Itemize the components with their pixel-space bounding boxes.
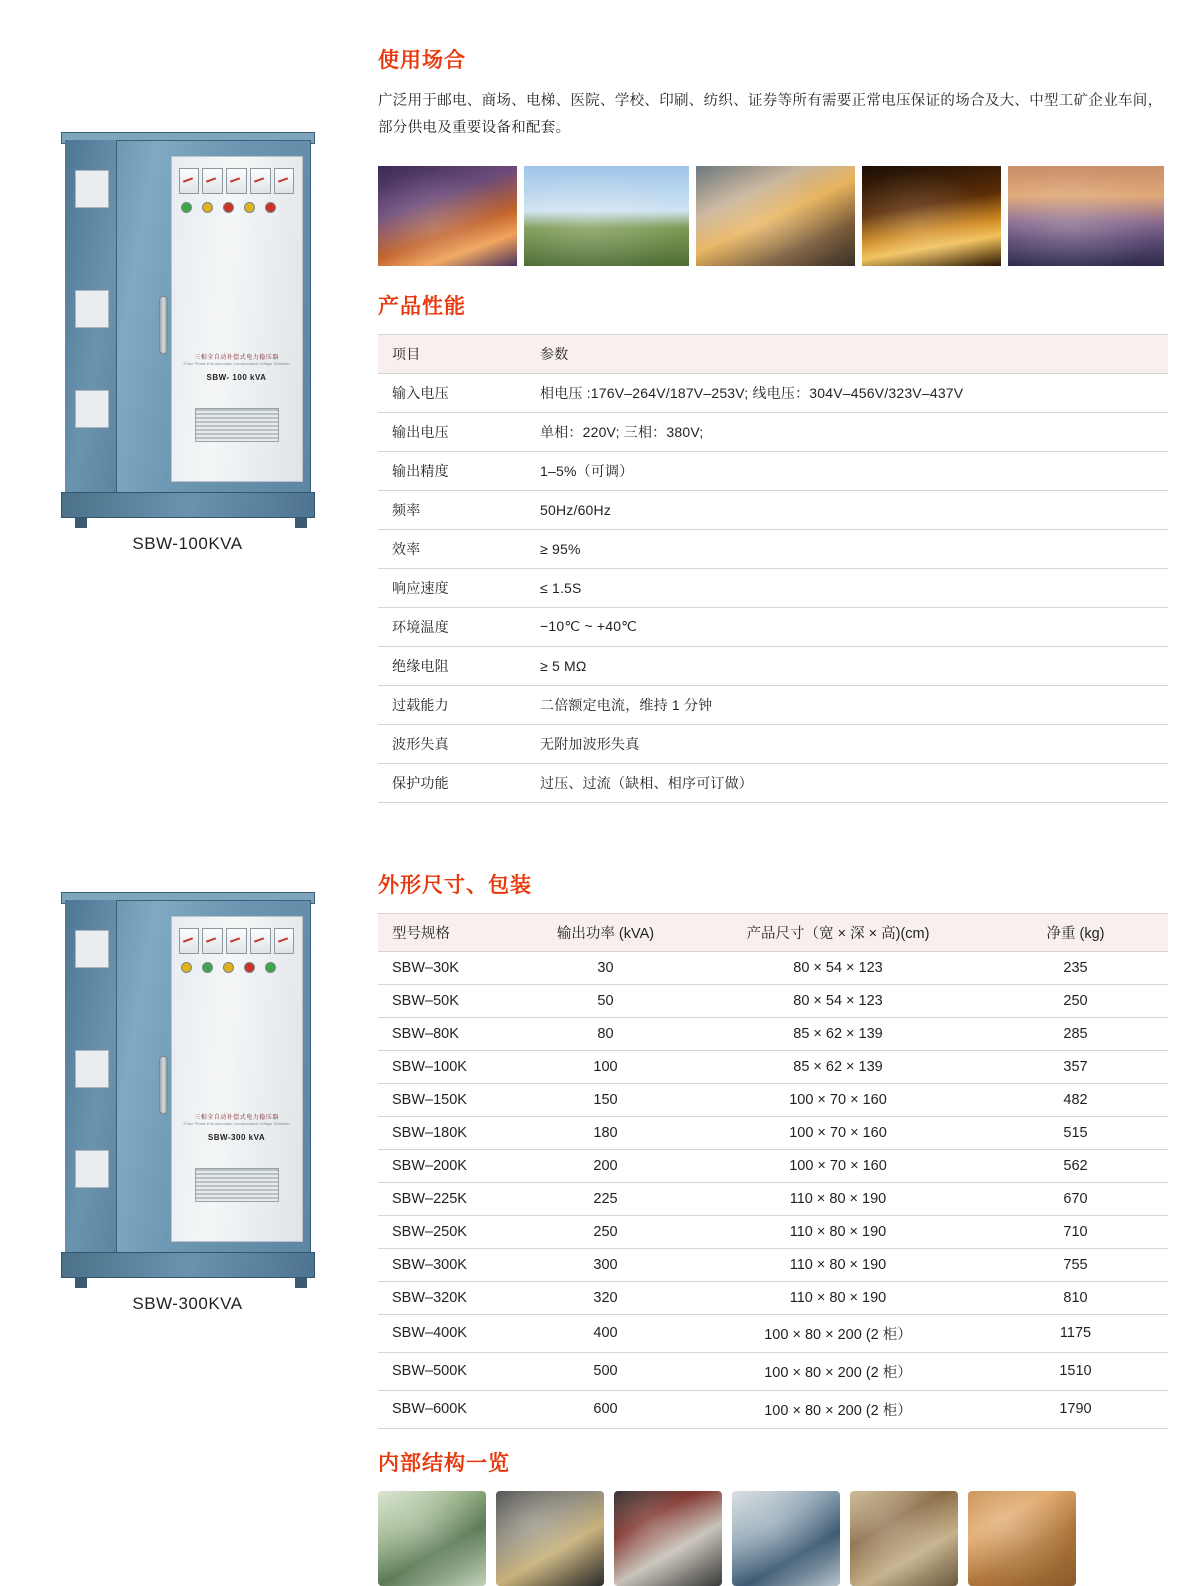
cell-size: 100 × 70 × 160 [693,1116,983,1149]
cell-item: 输出精度 [378,451,526,490]
photo-foundry [696,166,855,266]
nameplate-title-cn: 三相全自动补偿式电力稳压器 [194,1115,279,1121]
cell-param: ≥ 95% [526,529,1168,568]
cell-weight: 755 [983,1248,1168,1281]
product-figure-300kva [0,900,375,1314]
cell-size: 80 × 54 × 123 [693,984,983,1017]
cell-item: 频率 [378,490,526,529]
table-row [378,1083,1168,1116]
photo-coil-assembly [732,1491,840,1586]
cell-model: SBW–150K [378,1083,518,1116]
cabinet-foot [295,518,307,528]
lamp-green-icon [202,962,213,973]
side-label-3 [75,1150,109,1188]
photo-control-board [378,1491,486,1586]
panel-meter-icon [250,928,271,954]
nameplate-model: SBW- 100 kVA [206,373,267,382]
cell-size: 100 × 80 × 200 (2 柜） [693,1314,983,1352]
table-row [378,412,1168,451]
col-header-param: 参数 [526,334,1168,373]
cell-power: 250 [518,1215,693,1248]
lamp-yellow-icon [223,962,234,973]
cell-model: SBW–500K [378,1352,518,1390]
cabinet-illustration-300kva [59,900,317,1280]
door-handle [159,296,168,354]
side-label-1 [75,930,109,968]
cabinet-illustration-100kva [59,140,317,520]
table-row [378,1215,1168,1248]
lamp-yellow-icon [244,202,255,213]
cell-power: 100 [518,1050,693,1083]
col-header-size: 产品尺寸（宽 × 深 × 高)(cm) [693,913,983,951]
photo-busbar [496,1491,604,1586]
cell-size: 100 × 70 × 160 [693,1083,983,1116]
section-title-performance: 产品性能 [378,294,466,318]
cell-weight: 710 [983,1215,1168,1248]
product-image-column [0,0,375,1529]
cell-size: 85 × 62 × 139 [693,1017,983,1050]
cell-power: 225 [518,1182,693,1215]
panel-meter-icon [179,168,200,194]
usage-photo-strip [378,166,1168,266]
cell-weight: 235 [983,951,1168,984]
cell-size: 80 × 54 × 123 [693,951,983,984]
nameplate-title-cn: 三相全自动补偿式电力稳压器 [194,355,279,361]
table-row [378,490,1168,529]
panel-meter-icon [202,168,223,194]
photo-contactor [614,1491,722,1586]
cell-weight: 357 [983,1050,1168,1083]
cell-param: 1–5%（可调） [526,451,1168,490]
cell-size: 110 × 80 × 190 [693,1215,983,1248]
photo-transformer-winding [850,1491,958,1586]
cell-model: SBW–225K [378,1182,518,1215]
cell-power: 150 [518,1083,693,1116]
lamp-red-icon [265,202,276,213]
cell-model: SBW–600K [378,1390,518,1428]
nameplate-title-en: Three Phase Full-automatic Compensated Voltage Stabilizer [182,1121,291,1126]
cell-power: 80 [518,1017,693,1050]
table-row [378,724,1168,763]
internal-photo-strip [378,1491,1168,1586]
table-row [378,568,1168,607]
cell-item: 绝缘电阻 [378,646,526,685]
lamp-green-icon [181,202,192,213]
cell-weight: 1510 [983,1352,1168,1390]
cell-size: 110 × 80 × 190 [693,1182,983,1215]
panel-meter-icon [179,928,200,954]
nameplate-title-en: Three Phase Full-automatic Compensated Voltage Stabilizer [182,361,291,366]
side-label-2 [75,290,109,328]
cell-model: SBW–80K [378,1017,518,1050]
table-row [378,607,1168,646]
table-row [378,1050,1168,1083]
cell-param: ≤ 1.5S [526,568,1168,607]
nameplate-model: SBW-300 kVA [207,1133,266,1142]
lamp-yellow-icon [202,202,213,213]
cell-power: 500 [518,1352,693,1390]
cell-item: 输出电压 [378,412,526,451]
ventilation-grille [195,408,279,442]
table-row [378,1248,1168,1281]
table-row [378,1182,1168,1215]
cell-model: SBW–30K [378,951,518,984]
panel-meter-icon [274,928,295,954]
cell-model: SBW–300K [378,1248,518,1281]
section-title-internal: 内部结构一览 [378,1451,510,1475]
panel-meter-icon [226,168,247,194]
table-row [378,373,1168,412]
cell-power: 400 [518,1314,693,1352]
cell-item: 环境温度 [378,607,526,646]
cell-power: 30 [518,951,693,984]
section-title-usage: 使用场合 [378,49,466,72]
cabinet-foot [295,1278,307,1288]
cell-model: SBW–180K [378,1116,518,1149]
cell-param: 二倍额定电流，维持 1 分钟 [526,685,1168,724]
cell-weight: 250 [983,984,1168,1017]
cell-weight: 1175 [983,1314,1168,1352]
cell-model: SBW–50K [378,984,518,1017]
cell-size: 100 × 80 × 200 (2 柜） [693,1352,983,1390]
cabinet-base [61,492,315,518]
nameplate [183,352,291,382]
panel-meter-icon [250,168,271,194]
cell-size: 110 × 80 × 190 [693,1248,983,1281]
cell-power: 300 [518,1248,693,1281]
cell-param: 50Hz/60Hz [526,490,1168,529]
meter-row [179,168,295,194]
product-caption: SBW-100KVA [132,534,243,553]
table-row [378,451,1168,490]
col-header-power: 输出功率 (kVA) [518,913,693,951]
cabinet-base [61,1252,315,1278]
col-header-item: 项目 [378,334,526,373]
cell-size: 100 × 80 × 200 (2 柜） [693,1390,983,1428]
table-row [378,951,1168,984]
cell-param: 单相：220V; 三相：380V; [526,412,1168,451]
cell-param: ≥ 5 MΩ [526,646,1168,685]
cell-power: 600 [518,1390,693,1428]
cell-item: 效率 [378,529,526,568]
cell-size: 100 × 70 × 160 [693,1149,983,1182]
table-row [378,984,1168,1017]
dimensions-table [378,913,1168,1429]
product-caption: SBW-300KVA [132,1294,243,1313]
side-label-1 [75,170,109,208]
indicator-lamp-row [181,202,293,213]
cell-power: 50 [518,984,693,1017]
cell-weight: 285 [983,1017,1168,1050]
section-title-dimensions: 外形尺寸、包装 [378,873,532,897]
performance-table [378,334,1168,803]
cell-param: 无附加波形失真 [526,724,1168,763]
cell-item: 波形失真 [378,724,526,763]
cell-model: SBW–250K [378,1215,518,1248]
cell-item: 响应速度 [378,568,526,607]
table-row [378,685,1168,724]
side-label-2 [75,1050,109,1088]
cell-param: 过压、过流（缺相、相序可订做） [526,763,1168,802]
cell-model: SBW–320K [378,1281,518,1314]
cell-param: −10℃ ~ +40℃ [526,607,1168,646]
side-label-3 [75,390,109,428]
cell-weight: 515 [983,1116,1168,1149]
col-header-model: 型号规格 [378,913,518,951]
cell-item: 过载能力 [378,685,526,724]
table-row [378,1017,1168,1050]
ventilation-grille [195,1168,279,1202]
cell-size: 85 × 62 × 139 [693,1050,983,1083]
col-header-weight: 净重 (kg) [983,913,1168,951]
lamp-red-icon [244,962,255,973]
meter-row [179,928,295,954]
cell-weight: 810 [983,1281,1168,1314]
table-row [378,1116,1168,1149]
usage-description: 广泛用于邮电、商场、电梯、医院、学校、印刷、纺织、证券等所有需要正常电压保证的场合及大、中型工矿企业车间，部分供电及重要设备和配套。 [378,93,1163,136]
table-row [378,763,1168,802]
nameplate [183,1112,291,1142]
product-figure-100kva [0,140,375,554]
door-handle [159,1056,168,1114]
cell-item: 保护功能 [378,763,526,802]
lamp-yellow-icon [181,962,192,973]
panel-meter-icon [274,168,295,194]
lamp-green-icon [265,962,276,973]
indicator-lamp-row [181,962,293,973]
cell-weight: 482 [983,1083,1168,1116]
table-header-row [378,913,1168,951]
cell-power: 200 [518,1149,693,1182]
cabinet-foot [75,518,87,528]
cell-power: 320 [518,1281,693,1314]
lamp-red-icon [223,202,234,213]
cell-power: 180 [518,1116,693,1149]
photo-copper-coil [968,1491,1076,1586]
cell-model: SBW–200K [378,1149,518,1182]
table-row [378,1390,1168,1428]
cell-weight: 1790 [983,1390,1168,1428]
cell-item: 输入电压 [378,373,526,412]
cell-param: 相电压 :176V–264V/187V–253V; 线电压：304V–456V/323V–437V [526,373,1168,412]
panel-meter-icon [226,928,247,954]
table-row [378,646,1168,685]
cell-size: 110 × 80 × 190 [693,1281,983,1314]
cell-weight: 562 [983,1149,1168,1182]
table-header-row [378,334,1168,373]
table-row [378,1314,1168,1352]
photo-harbor-sunset [1008,166,1164,266]
panel-meter-icon [202,928,223,954]
cabinet-foot [75,1278,87,1288]
table-row [378,1281,1168,1314]
content-column [378,0,1168,1586]
cell-model: SBW–400K [378,1314,518,1352]
table-row [378,1352,1168,1390]
table-row [378,529,1168,568]
photo-steel-plant [378,166,517,266]
photo-substation [524,166,689,266]
photo-refinery-night [862,166,1001,266]
table-row [378,1149,1168,1182]
cell-model: SBW–100K [378,1050,518,1083]
cell-weight: 670 [983,1182,1168,1215]
